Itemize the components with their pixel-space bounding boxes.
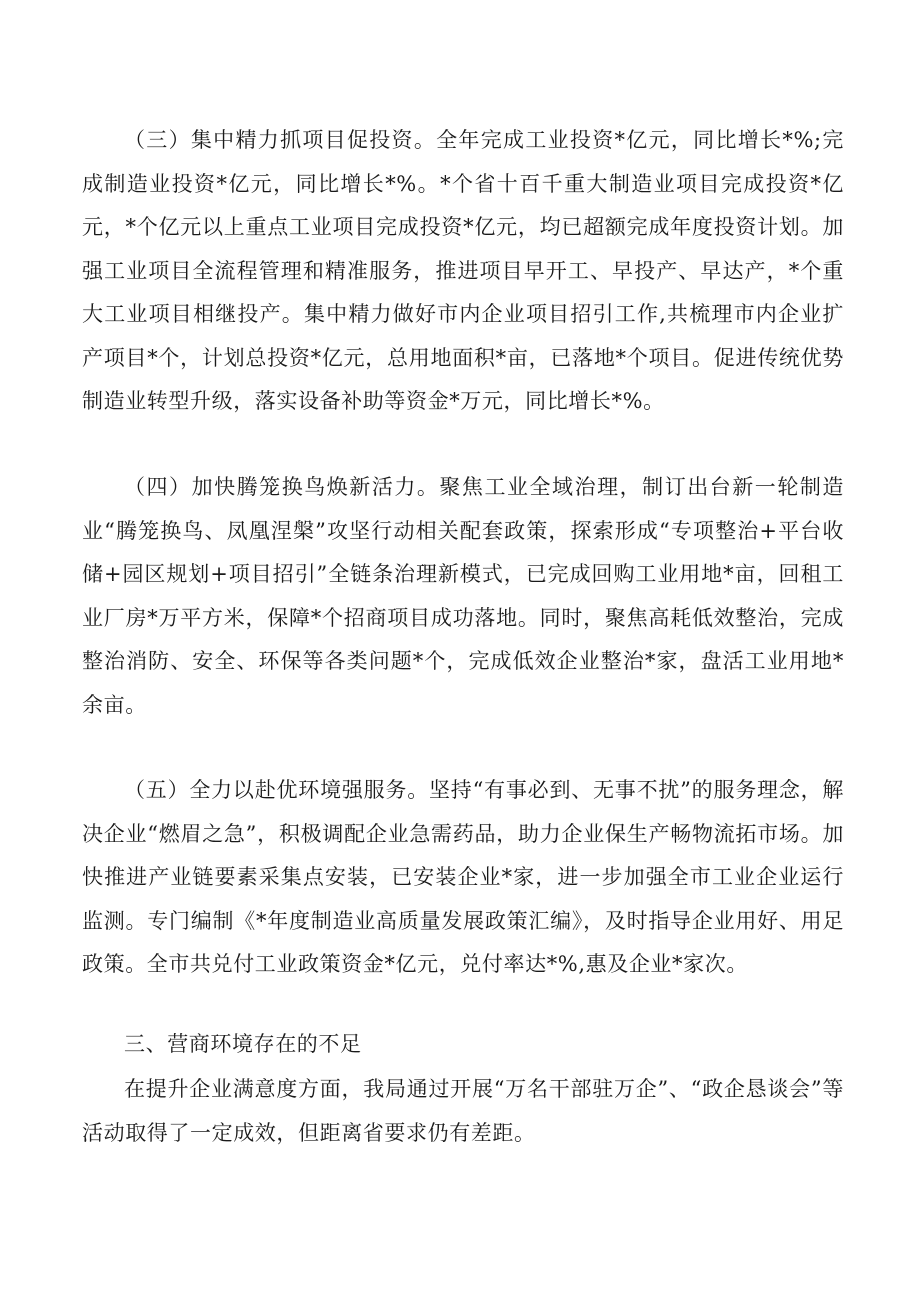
- section-heading: 三、营商环境存在的不足: [124, 1032, 362, 1056]
- paragraph-service-environment: （五）全力以赴优环境强服务。坚持“有事必到、无事不扰”的服务理念，解决企业“燃眉之急”，积极调配企业急需药品，助力企业保生产畅物流拓市场。加快推进产业链要素采集点安装，已安装企业*家，进一步加强全市工业企业运行监测。专门编制《*年度制造业高质量发展政策汇编》，及时指导企业用好、用足政策。全市共兑付工业政策资金*亿元，兑付率达*%,惠及企业*家次。: [82, 778, 844, 976]
- paragraph-shortcomings: 在提升企业满意度方面，我局通过开展“万名干部驻万企”、“政企恳谈会”等活动取得了一定成效，但距离省要求仍有差距。: [82, 1077, 844, 1145]
- paragraph-investment: （三）集中精力抓项目促投资。全年完成工业投资*亿元，同比增长*%;完成制造业投资*亿元，同比增长*%。*个省十百千重大制造业项目完成投资*亿元，*个亿元以上重点工业项目完成投资*亿元，均已超额完成年度投资计划。加强工业项目全流程管理和精准服务，推进项目早开工、早投产、早达产，*个重大工业项目相继投产。集中精力做好市内企业项目招引工作,共梳理市内企业扩产项目*个，计划总投资*亿元，总用地面积*亩，已落地*个项目。促进传统优势制造业转型升级，落实设备补助等资金*万元，同比增长*%。: [82, 128, 844, 413]
- paragraph-industrial-renewal: （四）加快腾笼换鸟焕新活力。聚焦工业全域治理，制订出台新一轮制造业“腾笼换鸟、凤凰涅槃”攻坚行动相关配套政策，探索形成“专项整治+平台收储+园区规划+项目招引”全链条治理新模式，已完成回购工业用地*亩，回租工业厂房*万平方米，保障*个招商项目成功落地。同时，聚焦高耗低效整治，完成整治消防、安全、环保等各类问题*个，完成低效企业整治*家，盘活工业用地*余亩。: [82, 475, 844, 717]
